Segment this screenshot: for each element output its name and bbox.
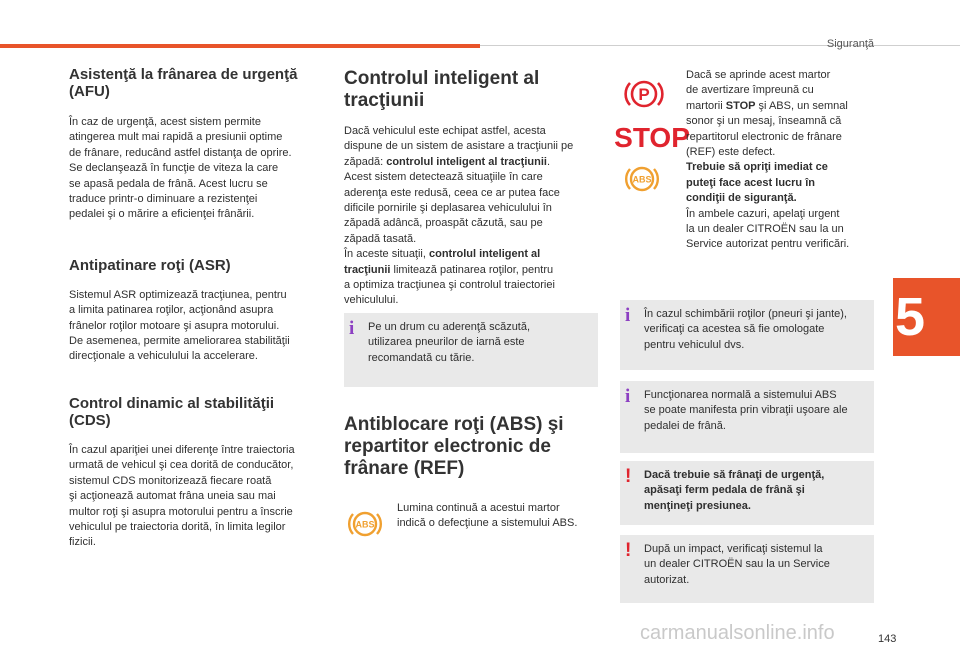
traction-control-heading: Controlul inteligent al tracţiunii bbox=[344, 68, 540, 111]
page-number: 143 bbox=[878, 633, 897, 645]
emergency-braking-warning: ! Dacă trebuie să frânaţi de urgenţă, apăsaţi ferm pedala de frână şi menţineţi presiunea. bbox=[620, 461, 874, 525]
afu-paragraph: În caz de urgenţă, acest sistem permite atingerea mult mai rapidă a presiunii optime de frânare, reducând astfel distanţa de oprire. Se declanşează în funcţie de viteza la care se apasă pedala de frână. Acest lucru se traduce printr-o diminuare a rezistenţei pedalei şi o mărire a eficienţei frânării. bbox=[69, 116, 292, 221]
winter-tyres-note: i Pe un drum cu aderenţă scăzută, utilizarea pneurilor de iarnă este recomandată cu tărie. bbox=[344, 313, 598, 387]
ref-warning-paragraph: Dacă se aprinde acest martor de avertizare împreună cu martorii STOP şi ABS, un semnal sonor şi un mesaj, înseamnă că repartitorul electronic de frânare (REF) este defect. Trebuie să opriţi imediat ce puteţi face acest lucru în condiţii de siguranţă. În ambele cazuri, apelaţi urgent la un dealer CITROËN sau la un Service autorizat pentru verificări. bbox=[686, 69, 850, 251]
chapter-number: 5 bbox=[895, 287, 926, 347]
asr-heading: Antipatinare roţi (ASR) bbox=[69, 256, 231, 274]
section-title: Siguranţă bbox=[826, 38, 874, 50]
abs-icon bbox=[624, 162, 660, 196]
header-rule bbox=[480, 45, 960, 46]
abs-vibration-note: i Funcţionarea normală a sistemului ABS se poate manifesta prin vibraţii uşoare ale pedalei de frână. bbox=[620, 381, 874, 453]
cds-heading: Control dinamic al stabilităţii (CDS) bbox=[69, 394, 275, 429]
abs-warning-icon bbox=[347, 507, 383, 541]
svg-text:ABS: ABS bbox=[632, 174, 652, 185]
traction-control-paragraph: Dacă vehiculul este echipat astfel, acesta dispune de un sistem de asistare a tracţiunii pe zăpadă: controlul inteligent al tracţiunii. Acest sistem detectează situaţiile în care aderenţa este redusă, ceea ce ar putea face dificile pornirile şi deplasarea vehiculului în zăpadă adâncă, proaspăt căzută, sau pe zăpadă tasată. În aceste situaţii, controlul inteligent al tracţiunii limitează patinarea roţilor, pentru a optimiza tracţiunea şi controlul traiectoriei vehiculului. bbox=[344, 125, 574, 307]
parking-brake-icon bbox=[623, 76, 665, 112]
info-icon: i bbox=[349, 318, 355, 339]
watermark: carmanualsonline.info bbox=[640, 622, 835, 644]
cds-paragraph: În cazul apariţiei unei diferenţe între traiectoria urmată de vehicul şi cea dorită de conducător, sistemul CDS monitorizează fiecare roată şi acţionează automat frâna uneia sau mai multor roţi şi asupra motorului pentru a înscrie vehiculul pe traiectoria dorită, în limita legilor fizicii. bbox=[69, 443, 295, 549]
info-icon: i bbox=[625, 386, 631, 407]
header-accent-bar bbox=[0, 44, 480, 48]
wheel-change-note: i În cazul schimbării roţilor (pneuri şi jante), verificaţi ca acestea să fie omologate pentru vehiculul dvs. bbox=[620, 300, 874, 370]
post-impact-warning: ! După un impact, verificaţi sistemul la un dealer CITROËN sau la un Service autorizat. bbox=[620, 535, 874, 603]
abs-paragraph: Lumina continuă a acestui martor indică o defecţiune a sistemului ABS. bbox=[397, 502, 578, 530]
afu-heading: Asistenţă la frânarea de urgenţă (AFU) bbox=[69, 66, 298, 100]
svg-text:ABS: ABS bbox=[355, 519, 375, 530]
column-left bbox=[69, 66, 319, 551]
svg-text:STOP: STOP bbox=[614, 122, 690, 153]
stop-icon bbox=[614, 120, 690, 153]
asr-paragraph: Sistemul ASR optimizează tracţiunea, pentru a limita patinarea roţilor, acţionând asupra frânelor roţilor motoare şi asupra motorului. De asemenea, permite ameliorarea stabilităţii direcţionale a vehiculului la accelerare. bbox=[69, 288, 290, 363]
svg-text:P: P bbox=[638, 85, 650, 104]
warning-exclamation-icon: ! bbox=[625, 540, 632, 561]
warning-exclamation-icon: ! bbox=[625, 466, 632, 487]
info-icon: i bbox=[625, 305, 631, 326]
column-middle bbox=[344, 66, 598, 309]
abs-ref-heading: Antiblocare roţi (ABS) şi repartitor electronic de frânare (REF) bbox=[344, 414, 564, 479]
